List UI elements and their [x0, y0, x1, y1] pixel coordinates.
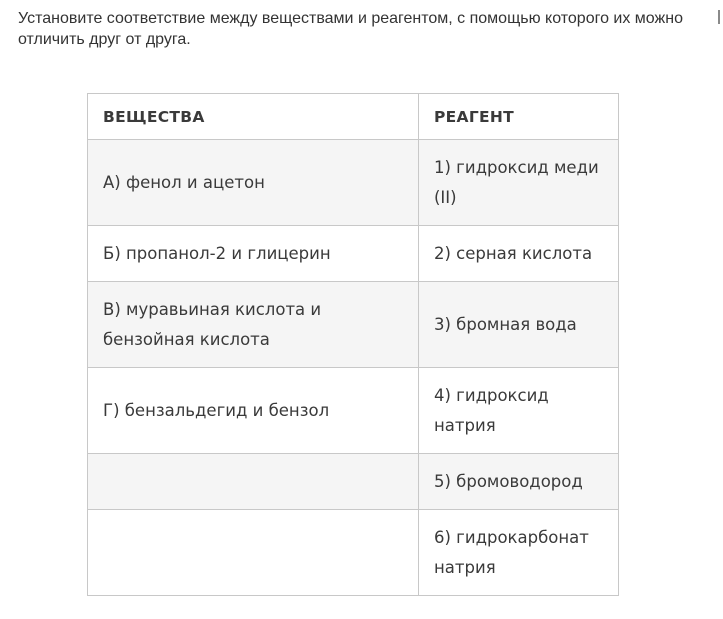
question-text: Установите соответствие между веществами и реагентом, с помощью которого их можно отличить друг от друга. [18, 10, 683, 48]
matching-table [87, 93, 619, 596]
table-row [88, 454, 619, 510]
table-row [88, 510, 619, 596]
reagent-cell: 4) гидроксид натрия [419, 368, 619, 454]
substance-cell: А) фенол и ацетон [88, 140, 419, 226]
substance-cell: Б) пропанол-2 и глицерин [88, 226, 419, 282]
substance-cell: В) муравьиная кислота и бензойная кислота [88, 282, 419, 368]
substance-cell: Г) бензальдегид и бензол [88, 368, 419, 454]
substance-cell [88, 454, 419, 510]
reagent-cell: 3) бромная вода [419, 282, 619, 368]
header-reagent: РЕАГЕНТ [419, 94, 619, 140]
reagent-cell: 5) бромоводород [419, 454, 619, 510]
table-row [88, 226, 619, 282]
table-row [88, 368, 619, 454]
header-substances: ВЕЩЕСТВА [88, 94, 419, 140]
reagent-cell: 2) серная кислота [419, 226, 619, 282]
reagent-cell: 1) гидроксид меди (II) [419, 140, 619, 226]
reagent-cell: 6) гидрокарбонат натрия [419, 510, 619, 596]
table-header-row [88, 94, 619, 140]
scrollbar-edge [718, 10, 720, 24]
table-row [88, 282, 619, 368]
table-row [88, 140, 619, 226]
substance-cell [88, 510, 419, 596]
